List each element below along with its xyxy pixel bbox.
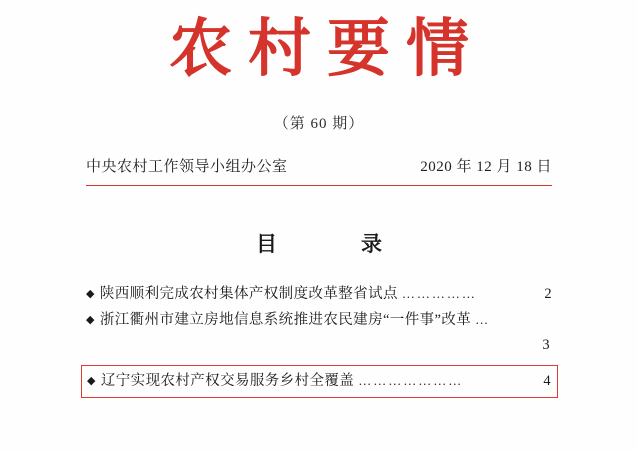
diamond-bullet-icon: ◆ [87, 374, 96, 387]
publication-info-row [86, 155, 552, 176]
contents-heading: 目 录 [256, 232, 396, 257]
toc-entry-2[interactable] [86, 308, 552, 359]
diamond-bullet-icon: ◆ [86, 288, 95, 301]
toc-entry-line-1 [86, 308, 552, 333]
toc-entry-1[interactable] [86, 282, 552, 307]
toc-leader-dots: ………………… [358, 372, 464, 388]
table-of-contents [86, 282, 552, 398]
toc-page-number: 3 [542, 337, 550, 354]
toc-entry-line-2 [86, 333, 552, 358]
toc-entry-title: 辽宁实现农村产权交易服务乡村全覆盖 [100, 372, 355, 389]
toc-leader-dots: … [475, 311, 491, 327]
toc-entry-title: 陕西顺利完成农村集体产权制度改革整省试点 [99, 286, 398, 303]
publication-title: 农村要情 [169, 11, 485, 85]
toc-page-number: 4 [543, 372, 551, 389]
toc-entry-title: 浙江衢州市建立房地信息系统推进农民建房“一件事”改革 [99, 311, 472, 328]
issue-number: （第 60 期） [273, 116, 365, 133]
toc-page-number: 2 [544, 286, 552, 303]
toc-leader-dots: …………… [401, 286, 477, 302]
toc-entry-3[interactable] [81, 365, 558, 398]
issuing-organization: 中央农村工作领导小组办公室 [86, 159, 288, 176]
masthead [0, 0, 638, 84]
diamond-bullet-icon: ◆ [86, 313, 95, 326]
header-divider [86, 185, 552, 186]
publication-date: 2020 年 12 月 18 日 [420, 159, 552, 176]
